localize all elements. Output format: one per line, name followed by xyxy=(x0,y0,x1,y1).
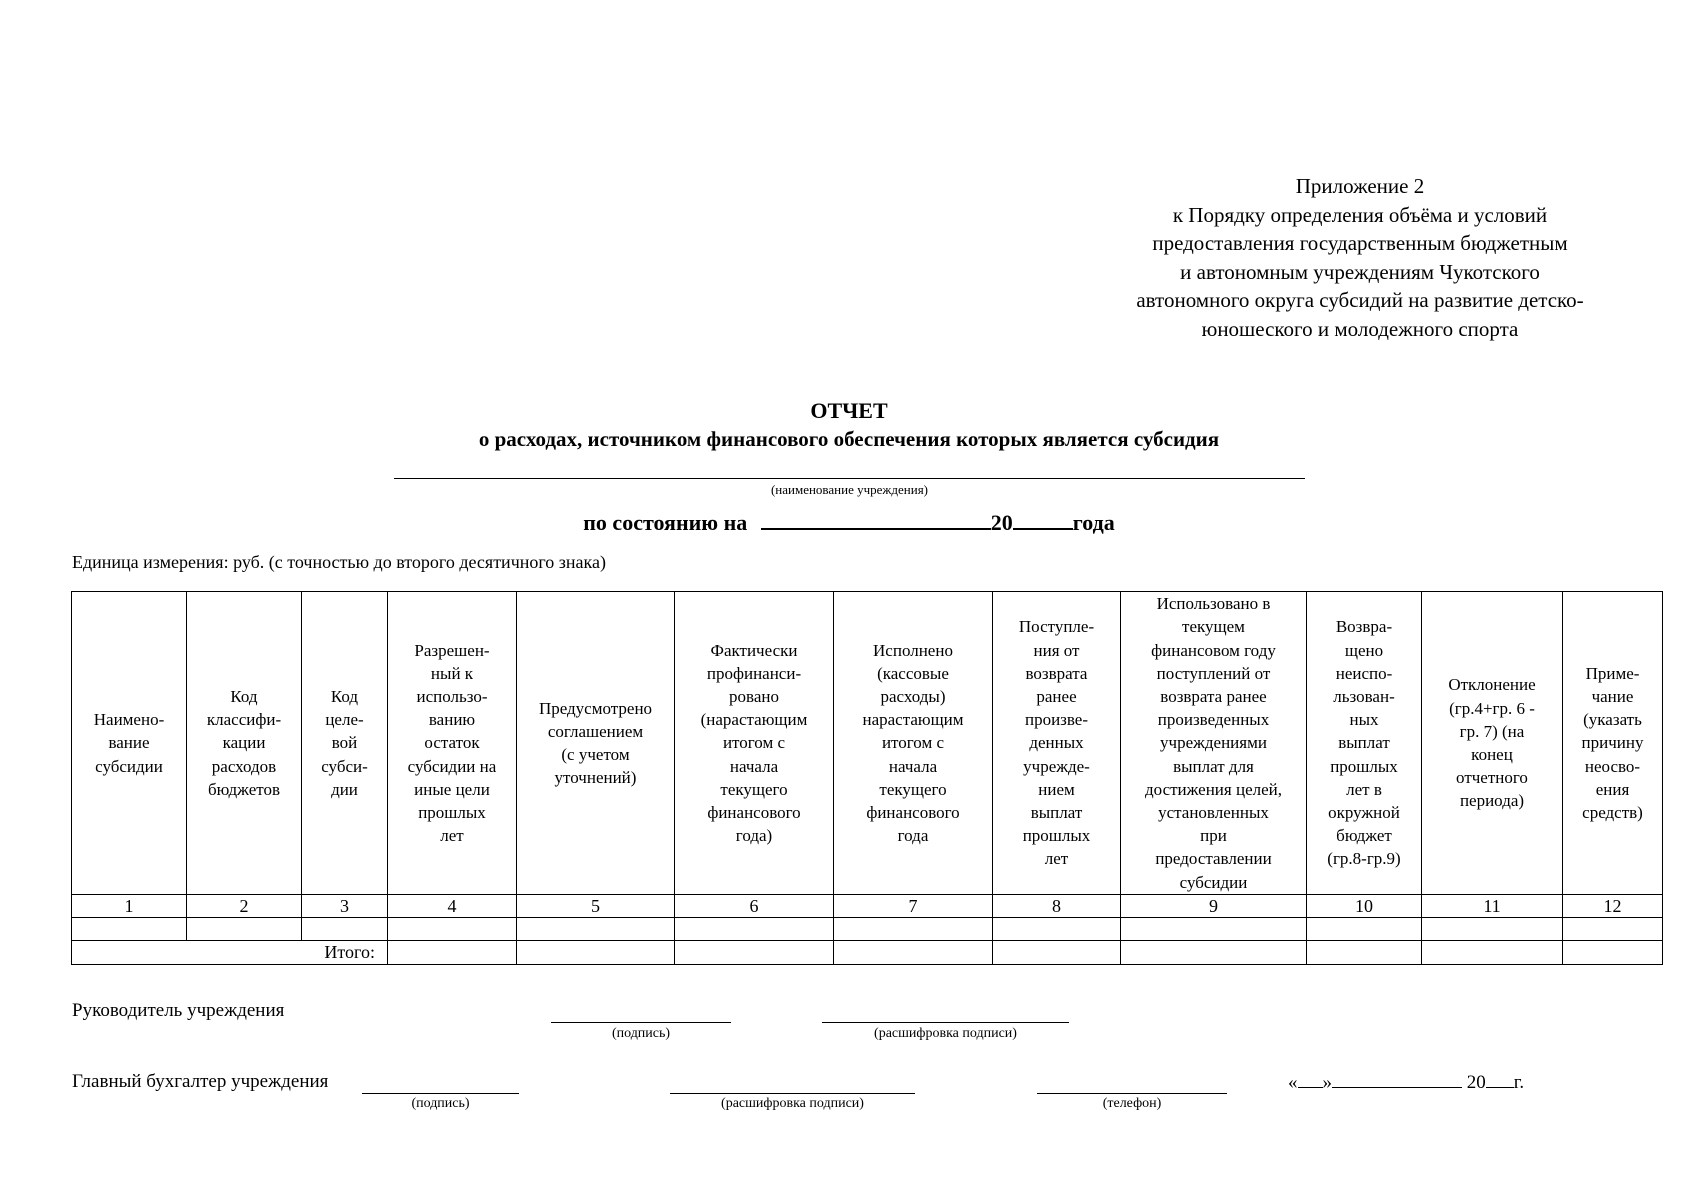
chief-phone-caption: (телефон) xyxy=(1102,1096,1162,1111)
header-cell: Приме- чание (указать причину неосво- ения средств) xyxy=(1563,592,1663,895)
date-month-blank[interactable] xyxy=(1332,1071,1462,1088)
header-cell: Исполнено (кассовые расходы) нарастающим итогом с начала текущего финансового года xyxy=(834,592,993,895)
column-number: 4 xyxy=(388,895,517,918)
header-cell: Использовано в текущем финансовом году поступлений от возврата ранее произведенных учреждениями выплат для достижения целей, установленных при предоставлении субсидии xyxy=(1121,592,1307,895)
total-cell[interactable] xyxy=(1563,941,1663,965)
header-cell: Фактически профинанси- ровано (нарастающим итогом с начала текущего финансового года) xyxy=(675,592,834,895)
header-cell: Наимено- вание субсидии xyxy=(72,592,187,895)
total-cell[interactable] xyxy=(834,941,993,965)
header-cell: Предусмотрено соглашением (с учетом уточнений) xyxy=(517,592,675,895)
column-number: 3 xyxy=(302,895,388,918)
as-of-year-prefix: 20 xyxy=(990,510,1013,535)
data-cell[interactable] xyxy=(1121,918,1307,941)
header-cell: Поступле- ния от возврата ранее произве- денных учрежде- нием выплат прошлых лет xyxy=(993,592,1121,895)
as-of-year-blank xyxy=(1013,508,1073,530)
data-cell[interactable] xyxy=(1307,918,1422,941)
header-cell: Код классифи- кации расходов бюджетов xyxy=(187,592,302,895)
total-cell[interactable] xyxy=(993,941,1121,965)
column-number: 2 xyxy=(187,895,302,918)
header-row xyxy=(72,592,1663,895)
total-cell[interactable] xyxy=(1422,941,1563,965)
head-decode-caption: (расшифровка подписи) xyxy=(874,1026,1017,1041)
report-subtitle: о расходах, источником финансового обеспечения которых является субсидия xyxy=(478,427,1220,451)
header-cell: Разрешен- ный к использо- ванию остаток субсидии на иные цели прошлых лет xyxy=(388,592,517,895)
appendix-block xyxy=(1080,172,1640,343)
date-open-quote: « xyxy=(1288,1072,1298,1093)
column-number: 12 xyxy=(1563,895,1663,918)
total-label: Итого: xyxy=(72,941,388,965)
head-label: Руководитель учреждения xyxy=(72,1000,285,1021)
header-cell: Отклонение (гр.4+гр. 6 - гр. 7) (на конец отчетного периода) xyxy=(1422,592,1563,895)
data-cell[interactable] xyxy=(1563,918,1663,941)
date-day-blank[interactable] xyxy=(1298,1071,1323,1088)
head-signature-caption: (подпись) xyxy=(611,1026,671,1041)
chief-decode-line[interactable] xyxy=(670,1093,915,1094)
data-cell[interactable] xyxy=(72,918,187,941)
unit-of-measure: Единица измерения: руб. (с точностью до второго десятичного знака) xyxy=(72,552,606,572)
head-signature-line[interactable] xyxy=(551,1022,731,1023)
data-cell[interactable] xyxy=(388,918,517,941)
date-suffix: г. xyxy=(1513,1072,1525,1093)
report-title: ОТЧЕТ xyxy=(810,398,888,423)
column-number: 9 xyxy=(1121,895,1307,918)
total-cell[interactable] xyxy=(517,941,675,965)
as-of-date-blank xyxy=(761,508,991,530)
as-of-prefix: по состоянию на xyxy=(583,510,748,535)
data-cell[interactable] xyxy=(187,918,302,941)
chief-signature-caption: (подпись) xyxy=(411,1096,470,1111)
total-cell[interactable] xyxy=(675,941,834,965)
date-close-quote: » xyxy=(1322,1072,1332,1093)
appendix-line: юношеского и молодежного спорта xyxy=(1201,316,1519,341)
column-number: 5 xyxy=(517,895,675,918)
total-cell[interactable] xyxy=(1307,941,1422,965)
column-number: 7 xyxy=(834,895,993,918)
chief-decode-caption: (расшифровка подписи) xyxy=(721,1096,864,1111)
appendix-line: к Порядку определения объёма и условий xyxy=(1172,202,1548,227)
header-cell: Код целе- вой субси- дии xyxy=(302,592,388,895)
header-cell: Возвра- щено неиспо- льзован- ных выплат прошлых лет в окружной бюджет (гр.8-гр.9) xyxy=(1307,592,1422,895)
total-cell[interactable] xyxy=(388,941,517,965)
institution-caption: (наименование учреждения) xyxy=(770,482,929,497)
column-number: 1 xyxy=(72,895,187,918)
data-cell[interactable] xyxy=(993,918,1121,941)
appendix-line: предоставления государственным бюджетным xyxy=(1152,231,1568,255)
signature-date xyxy=(1288,1071,1524,1094)
data-cell[interactable] xyxy=(517,918,675,941)
appendix-line: Приложение 2 xyxy=(1295,174,1425,198)
total-cell[interactable] xyxy=(1121,941,1307,965)
date-year-blank[interactable] xyxy=(1486,1071,1514,1088)
column-number: 10 xyxy=(1307,895,1422,918)
report-table xyxy=(71,591,1663,965)
data-cell[interactable] xyxy=(302,918,388,941)
appendix-line: автономного округа субсидий на развитие детско- xyxy=(1136,288,1584,312)
data-cell[interactable] xyxy=(675,918,834,941)
column-number: 11 xyxy=(1422,895,1563,918)
as-of-suffix: года xyxy=(1072,510,1115,535)
total-row xyxy=(72,941,1663,965)
data-cell[interactable] xyxy=(1422,918,1563,941)
column-number: 6 xyxy=(675,895,834,918)
as-of-date-line xyxy=(0,508,1698,536)
appendix-line: и автономным учреждениям Чукотского xyxy=(1180,259,1540,284)
head-decode-line[interactable] xyxy=(822,1022,1069,1023)
data-row xyxy=(72,918,1663,941)
column-number-row xyxy=(72,895,1663,918)
column-number: 8 xyxy=(993,895,1121,918)
institution-name-line xyxy=(394,478,1305,479)
chief-phone-line[interactable] xyxy=(1037,1093,1227,1094)
date-year-prefix: 20 xyxy=(1466,1072,1486,1093)
chief-signature-line[interactable] xyxy=(362,1093,519,1094)
data-cell[interactable] xyxy=(834,918,993,941)
chief-accountant-label: Главный бухгалтер учреждения xyxy=(72,1071,329,1092)
